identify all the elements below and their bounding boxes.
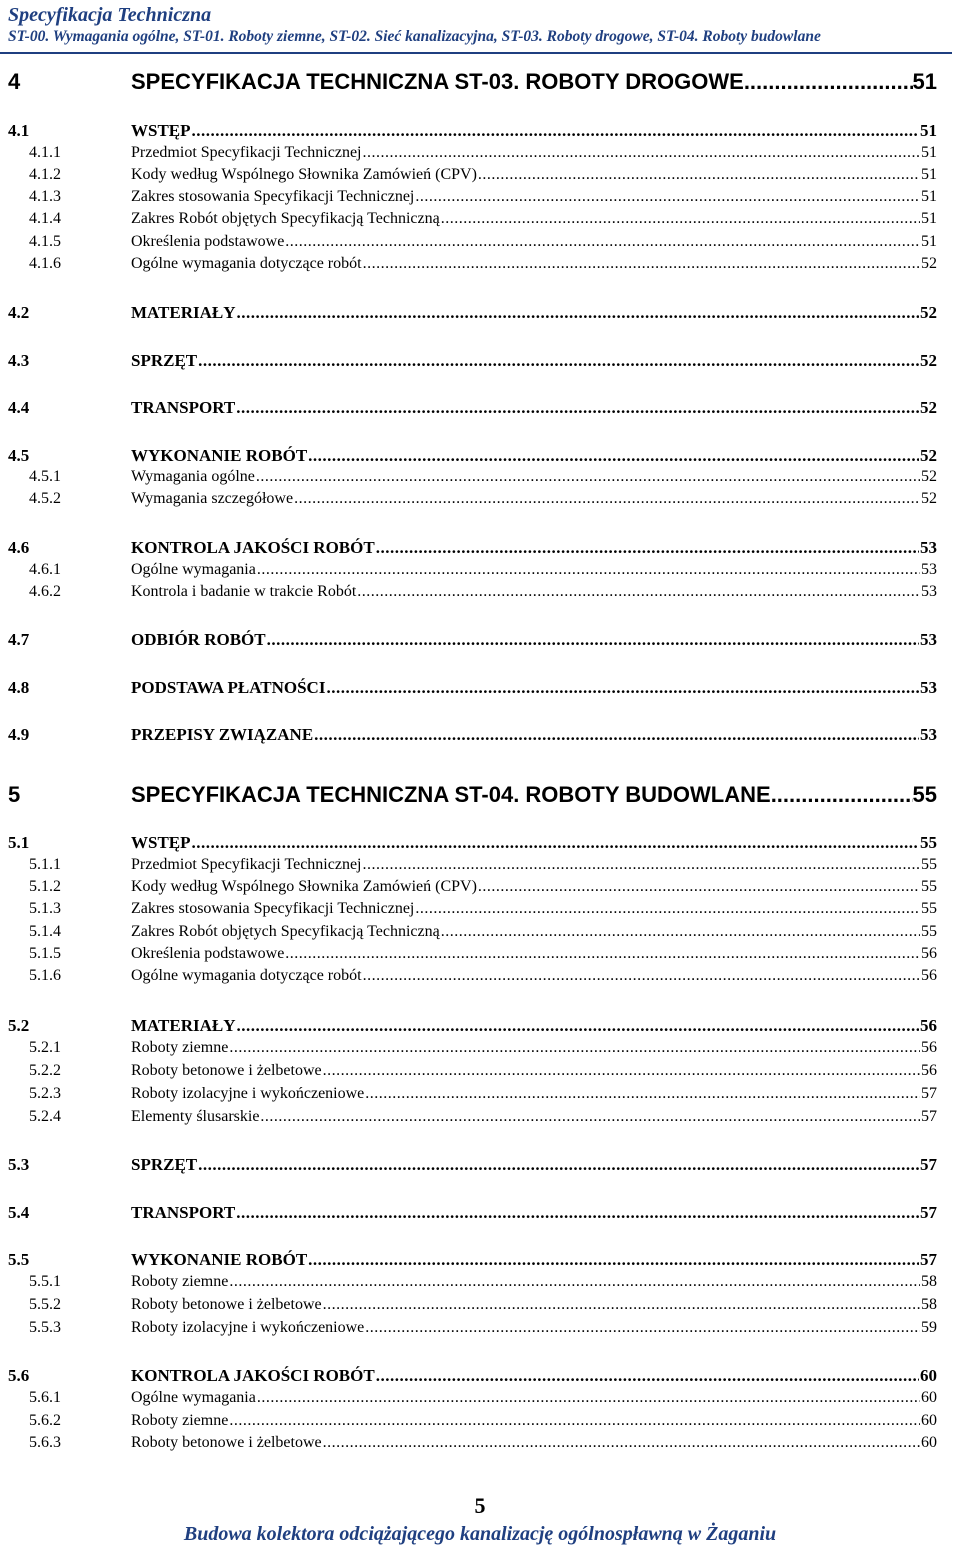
toc-entry-page: 52 [921,490,937,507]
toc-leader-dots [314,725,919,745]
toc-entry-number: 4 [8,69,21,94]
toc-entry-number: 5.5 [8,1250,30,1269]
toc-entry-page: 52 [920,446,937,465]
toc-leader-dots [285,233,920,251]
toc-entry-title: Wymagania szczegółowe [131,490,294,507]
toc-entry-page: 55 [920,833,937,852]
toc-entry[interactable] [8,678,937,700]
toc-entry[interactable] [8,1155,937,1177]
toc-entry[interactable] [8,303,937,325]
toc-entry-title: WSTĘP [131,833,191,852]
toc-entry-title: Kontrola i badanie w trakcie Robót [131,583,357,600]
toc-entry[interactable] [8,1434,937,1456]
toc-entry[interactable] [8,1108,937,1130]
toc-entry-page: 55 [912,782,937,807]
toc-entry-number: 4.1.2 [29,166,61,183]
toc-entry[interactable] [8,188,937,210]
toc-entry[interactable] [8,782,937,810]
toc-entry-title: Ogólne wymagania [131,1389,256,1406]
toc-entry[interactable] [8,1389,937,1411]
toc-leader-dots [192,833,919,853]
toc-leader-dots [363,967,920,985]
toc-entry-number: 4.6 [8,538,30,557]
toc-entry-number: 4.1.1 [29,144,61,161]
toc-leader-dots [323,1062,920,1080]
toc-entry-number: 5.2 [8,1016,30,1035]
toc-entry-number: 5.5.2 [29,1296,61,1313]
toc-entry-number: 4.6.2 [29,583,61,600]
toc-entry-number: 4.5.1 [29,468,61,485]
toc-entry-page: 53 [921,583,937,600]
toc-leader-dots [357,583,920,601]
toc-entry-number: 5.2.1 [29,1039,61,1056]
toc-entry[interactable] [8,1366,937,1388]
toc-entry-page: 58 [921,1296,937,1313]
toc-entry[interactable] [8,144,937,166]
toc-entry-page: 55 [921,856,937,873]
toc-entry-page: 57 [920,1155,937,1174]
toc-entry-page: 52 [920,351,937,370]
toc-entry-page: 52 [921,255,937,272]
toc-entry-title: Zakres Robót objętych Specyfikacją Techniczną [131,923,440,940]
toc-entry-title: Roboty betonowe i żelbetowe [131,1062,322,1079]
toc-entry[interactable] [8,923,937,945]
toc-entry-page: 53 [921,561,937,578]
toc-entry[interactable] [8,583,937,605]
toc-leader-dots [294,490,920,508]
toc-leader-dots [267,630,919,650]
toc-entry-title: Przedmiot Specyfikacji Technicznej [131,856,362,873]
toc-entry[interactable] [8,210,937,232]
toc-entry[interactable] [8,561,937,583]
toc-leader-dots [771,782,913,808]
toc-leader-dots [376,538,919,558]
toc-entry[interactable] [8,490,937,512]
toc-leader-dots [198,351,919,371]
toc-entry-number: 4.8 [8,678,30,697]
toc-entry[interactable] [8,1039,937,1061]
toc-leader-dots [363,856,921,874]
toc-entry[interactable] [8,446,937,468]
toc-leader-dots [308,1250,919,1270]
toc-leader-dots [441,923,920,941]
toc-entry[interactable] [8,900,937,922]
toc-leader-dots [237,1016,919,1036]
toc-entry-number: 5.5.1 [29,1273,61,1290]
toc-entry-number: 4.1.3 [29,188,61,205]
toc-entry-number: 4.6.1 [29,561,61,578]
header-divider [0,52,952,54]
toc-entry-number: 4.1.6 [29,255,61,272]
toc-leader-dots [237,303,919,323]
toc-entry-page: 56 [920,1016,937,1035]
toc-leader-dots [257,1389,920,1407]
toc-entry-number: 5 [8,782,21,807]
toc-leader-dots [363,144,921,162]
toc-entry-title: PRZEPISY ZWIĄZANE [131,725,314,744]
toc-leader-dots [229,1273,920,1291]
toc-entry-title: SPRZĘT [131,351,198,370]
toc-entry-number: 4.1.5 [29,233,61,250]
toc-entry-page: 51 [921,233,937,250]
toc-entry-page: 53 [920,538,937,557]
toc-entry-title: Kody według Wspólnego Słownika Zamówień (CPV) [131,166,477,183]
toc-entry[interactable] [8,121,937,143]
toc-entry-number: 5.2.4 [29,1108,61,1125]
toc-entry-page: 53 [920,725,937,744]
toc-entry-title: Roboty ziemne [131,1273,229,1290]
toc-entry-title: Kody według Wspólnego Słownika Zamówień (CPV) [131,878,477,895]
toc-leader-dots [415,900,920,918]
toc-entry[interactable] [8,351,937,373]
toc-entry-title: TRANSPORT [131,1203,236,1222]
toc-entry-page: 51 [921,144,937,161]
toc-entry-page: 51 [912,69,937,94]
toc-entry-page: 60 [921,1434,937,1451]
toc-entry-page: 52 [921,468,937,485]
toc-entry-page: 59 [921,1319,937,1336]
toc-entry-number: 5.4 [8,1203,30,1222]
header-title: Specyfikacja Techniczna [8,4,212,26]
toc-entry-title: Zakres Robót objętych Specyfikacją Techniczną [131,210,440,227]
toc-entry-title: Ogólne wymagania dotyczące robót [131,255,362,272]
toc-entry-page: 57 [920,1203,937,1222]
footer-text: Budowa kolektora odciążającego kanalizację ogólnospławną w Żaganiu [183,1523,777,1545]
toc-entry-page: 55 [921,900,937,917]
toc-entry-title: SPECYFIKACJA TECHNICZNA ST-04. ROBOTY BUDOWLANE [131,782,771,807]
toc-entry-page: 51 [920,121,937,140]
toc-entry-number: 5.1 [8,833,30,852]
toc-entry-title: Przedmiot Specyfikacji Technicznej [131,144,362,161]
toc-entry-title: WYKONANIE ROBÓT [131,446,308,465]
toc-leader-dots [229,1039,920,1057]
toc-entry-title: Wymagania ogólne [131,468,255,485]
toc-entry[interactable] [8,1296,937,1318]
toc-entry-page: 57 [921,1108,937,1125]
toc-entry[interactable] [8,725,937,747]
toc-entry-page: 51 [921,188,937,205]
toc-entry[interactable] [8,233,937,255]
toc-entry-page: 56 [921,945,937,962]
toc-entry-title: Zakres stosowania Specyfikacji Technicznej [131,188,415,205]
toc-leader-dots [192,121,919,141]
toc-entry-title: Roboty izolacyjne i wykończeniowe [131,1319,365,1336]
toc-leader-dots [376,1366,919,1386]
toc-entry-number: 5.6 [8,1366,30,1385]
toc-leader-dots [323,1434,920,1452]
toc-entry-number: 5.3 [8,1155,30,1174]
toc-entry-title: Ogólne wymagania dotyczące robót [131,967,362,984]
toc-entry-title: KONTROLA JAKOŚCI ROBÓT [131,1366,375,1385]
toc-entry-number: 5.1.4 [29,923,61,940]
toc-entry[interactable] [8,538,937,560]
toc-entry-number: 4.5 [8,446,30,465]
toc-leader-dots [198,1155,919,1175]
toc-entry-page: 60 [921,1389,937,1406]
toc-entry-number: 4.2 [8,303,30,322]
toc-leader-dots [365,1319,920,1337]
toc-entry-page: 56 [921,1062,937,1079]
toc-entry-title: Określenia podstawowe [131,945,285,962]
toc-entry[interactable] [8,1319,937,1341]
toc-entry-page: 60 [921,1412,937,1429]
toc-entry[interactable] [8,1062,937,1084]
toc-entry[interactable] [8,856,937,878]
toc-leader-dots [285,945,920,963]
toc-entry-page: 57 [920,1250,937,1269]
toc-leader-dots [323,1296,920,1314]
toc-entry-title: PODSTAWA PŁATNOŚCI [131,678,326,697]
toc-entry-title: TRANSPORT [131,398,236,417]
toc-entry-title: MATERIAŁY [131,1016,236,1035]
toc-entry-page: 52 [920,303,937,322]
toc-entry-number: 5.1.3 [29,900,61,917]
toc-entry-number: 5.6.3 [29,1434,61,1451]
toc-entry[interactable] [8,69,937,97]
toc-entry-title: Elementy ślusarskie [131,1108,260,1125]
toc-entry-number: 5.6.2 [29,1412,61,1429]
header-subtitle: ST-00. Wymagania ogólne, ST-01. Roboty ziemne, ST-02. Sieć kanalizacyjna, ST-03. Roboty drogowe, ST-04. Roboty budowlane [8,28,821,45]
toc-entry-number: 4.4 [8,398,30,417]
toc-leader-dots [365,1085,920,1103]
toc-leader-dots [415,188,920,206]
toc-entry-number: 4.1.4 [29,210,61,227]
toc-entry[interactable] [8,1273,937,1295]
toc-entry-title: WYKONANIE ROBÓT [131,1250,308,1269]
toc-entry-page: 51 [921,166,937,183]
toc-entry-title: Zakres stosowania Specyfikacji Technicznej [131,900,415,917]
toc-entry[interactable] [8,630,937,652]
toc-entry[interactable] [8,1016,937,1038]
toc-entry-number: 5.1.1 [29,856,61,873]
toc-entry-page: 55 [921,878,937,895]
toc-entry-number: 5.5.3 [29,1319,61,1336]
toc-leader-dots [256,468,920,486]
toc-entry[interactable] [8,878,937,900]
toc-entry-title: Roboty betonowe i żelbetowe [131,1434,322,1451]
toc-entry-number: 4.9 [8,725,30,744]
toc-leader-dots [441,210,920,228]
toc-entry-title: MATERIAŁY [131,303,236,322]
toc-entry-page: 58 [921,1273,937,1290]
toc-leader-dots [257,561,920,579]
toc-entry-title: SPRZĘT [131,1155,198,1174]
toc-entry[interactable] [8,1203,937,1225]
toc-entry-page: 57 [921,1085,937,1102]
toc-leader-dots [478,878,920,896]
toc-entry[interactable] [8,468,937,490]
toc-leader-dots [363,255,920,273]
page-header [8,0,958,47]
toc-entry[interactable] [8,967,937,989]
toc-leader-dots [308,446,919,466]
toc-entry-number: 4.3 [8,351,30,370]
toc-entry-number: 5.1.6 [29,967,61,984]
toc-entry-title: Roboty ziemne [131,1039,229,1056]
toc-leader-dots [260,1108,920,1126]
toc-entry-page: 53 [920,678,937,697]
toc-entry-page: 56 [921,967,937,984]
toc-entry-number: 5.2.2 [29,1062,61,1079]
toc-entry-page: 60 [920,1366,937,1385]
toc-entry-number: 5.2.3 [29,1085,61,1102]
toc-entry-number: 5.1.5 [29,945,61,962]
toc-entry-title: WSTĘP [131,121,191,140]
toc-entry-title: Określenia podstawowe [131,233,285,250]
toc-entry-title: SPECYFIKACJA TECHNICZNA ST-03. ROBOTY DROGOWE [131,69,744,94]
toc-entry[interactable] [8,1250,937,1272]
toc-entry-page: 51 [921,210,937,227]
toc-entry[interactable] [8,1412,937,1434]
toc-entry[interactable] [8,1085,937,1107]
toc-entry[interactable] [8,833,937,855]
toc-entry-number: 5.1.2 [29,878,61,895]
toc-entry-page: 55 [921,923,937,940]
page-number: 5 [474,1493,486,1518]
toc-entry-title: Roboty izolacyjne i wykończeniowe [131,1085,365,1102]
toc-leader-dots [236,1203,919,1223]
toc-entry-page: 52 [920,398,937,417]
toc-entry-title: ODBIÓR ROBÓT [131,630,266,649]
toc-entry[interactable] [8,255,937,277]
toc-entry-page: 53 [920,630,937,649]
toc-entry-title: Roboty betonowe i żelbetowe [131,1296,322,1313]
toc-leader-dots [229,1412,920,1430]
toc-entry-number: 4.7 [8,630,30,649]
toc-leader-dots [478,166,920,184]
toc-entry-number: 4.5.2 [29,490,61,507]
toc-entry[interactable] [8,398,937,420]
toc-entry-number: 5.6.1 [29,1389,61,1406]
toc-entry-title: Roboty ziemne [131,1412,229,1429]
toc-leader-dots [326,678,919,698]
toc-leader-dots [236,398,919,418]
toc-entry-page: 56 [921,1039,937,1056]
toc-entry-title: KONTROLA JAKOŚCI ROBÓT [131,538,375,557]
toc-entry-number: 4.1 [8,121,30,140]
toc-entry[interactable] [8,166,937,188]
toc-entry[interactable] [8,945,937,967]
toc-entry-title: Ogólne wymagania [131,561,256,578]
toc-leader-dots [744,69,913,95]
